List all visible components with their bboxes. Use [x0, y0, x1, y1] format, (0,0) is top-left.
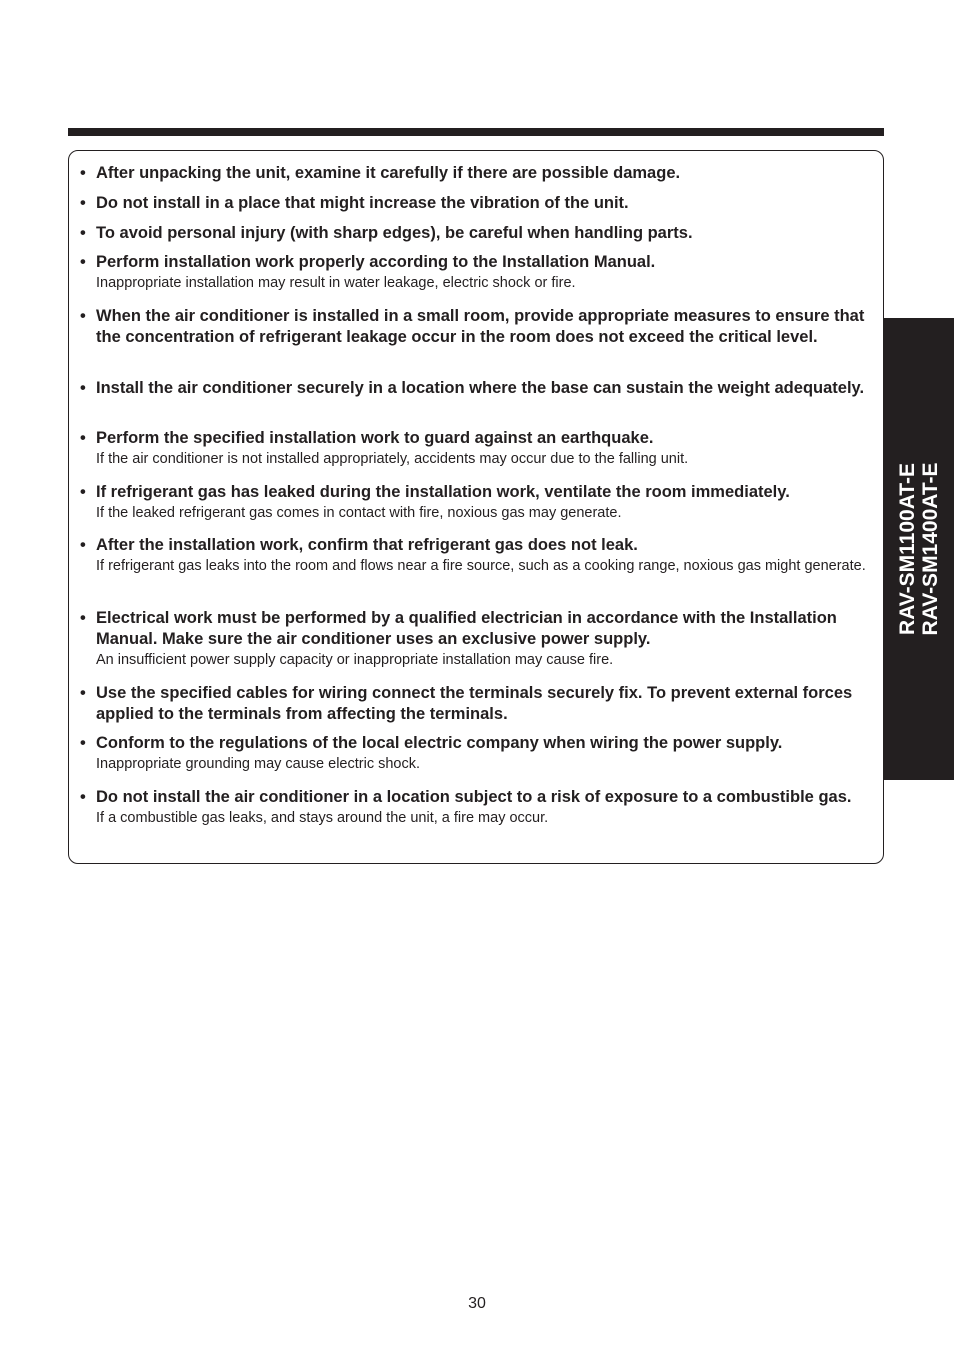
notice-item: [80, 378, 870, 399]
notice-heading: Perform the specified installation work to guard against an earthquake.: [96, 429, 654, 447]
page-number: 30: [468, 1295, 486, 1312]
notice-heading: If refrigerant gas has leaked during the installation work, ventilate the room immediately.: [96, 483, 790, 501]
notice-item: [80, 787, 870, 828]
notice-heading: After unpacking the unit, examine it carefully if there are possible damage.: [96, 164, 681, 182]
bullet-icon: •: [80, 483, 86, 501]
notice-item: [80, 482, 870, 523]
notice-item: [80, 608, 870, 670]
notice-heading: When the air conditioner is installed in a small room, provide appropriate measures to ensure that the concentration of refrigerant leakage occur in the room does not exceed the critical level.: [96, 307, 865, 346]
bullet-icon: •: [80, 164, 86, 182]
bullet-icon: •: [80, 194, 86, 212]
safety-notice-box: [68, 150, 884, 864]
bullet-icon: •: [80, 253, 86, 271]
notice-note: If the air conditioner is not installed appropriately, accidents may occur due to the falling unit.: [96, 451, 689, 467]
notice-heading: Electrical work must be performed by a qualified electrician in accordance with the Installation Manual. Make sure the air conditioner uses an exclusive power supply.: [96, 609, 837, 648]
notice-item: [80, 193, 870, 214]
model-name-2: RAV-SM1400AT-E: [919, 462, 942, 636]
notice-note: Inappropriate installation may result in water leakage, electric shock or fire.: [96, 275, 576, 291]
notice-heading: Conform to the regulations of the local electric company when wiring the power supply.: [96, 734, 783, 752]
notice-note: If a combustible gas leaks, and stays around the unit, a fire may occur.: [96, 810, 549, 826]
notice-item: [80, 306, 870, 348]
bullet-icon: •: [80, 684, 86, 702]
bullet-icon: •: [80, 379, 86, 397]
bullet-icon: •: [80, 734, 86, 752]
bullet-icon: •: [80, 429, 86, 447]
notice-heading: To avoid personal injury (with sharp edges), be careful when handling parts.: [96, 224, 693, 242]
notice-note: Inappropriate grounding may cause electric shock.: [96, 756, 421, 772]
notice-item: [80, 223, 870, 244]
notice-item: [80, 535, 870, 576]
notice-item: [80, 733, 870, 774]
notice-item: [80, 683, 870, 725]
notice-heading: Do not install the air conditioner in a location subject to a risk of exposure to a combustible gas.: [96, 788, 852, 806]
notice-heading: Use the specified cables for wiring connect the terminals securely fix. To prevent external forces applied to the terminals from affecting the terminals.: [96, 684, 853, 723]
notice-item: [80, 252, 870, 293]
notice-heading: Do not install in a place that might increase the vibration of the unit.: [96, 194, 629, 212]
notice-note: If the leaked refrigerant gas comes in contact with fire, noxious gas may generate.: [96, 505, 622, 521]
model-names: [896, 462, 942, 635]
model-side-tab: [884, 318, 954, 780]
top-rule: [68, 128, 884, 136]
notice-note: If refrigerant gas leaks into the room and flows near a fire source, such as a cooking range, noxious gas might generate.: [96, 558, 866, 574]
notice-heading: After the installation work, confirm that refrigerant gas does not leak.: [96, 536, 638, 554]
notice-item: [80, 428, 870, 469]
bullet-icon: •: [80, 307, 86, 325]
model-name-1: RAV-SM1100AT-E: [896, 463, 919, 635]
bullet-icon: •: [80, 536, 86, 554]
bullet-icon: •: [80, 609, 86, 627]
notice-item: [80, 163, 870, 184]
notice-note: An insufficient power supply capacity or inappropriate installation may cause fire.: [96, 652, 614, 668]
notice-heading: Perform installation work properly according to the Installation Manual.: [96, 253, 656, 271]
bullet-icon: •: [80, 788, 86, 806]
notice-heading: Install the air conditioner securely in a location where the base can sustain the weight adequately.: [96, 379, 865, 397]
bullet-icon: •: [80, 224, 86, 242]
